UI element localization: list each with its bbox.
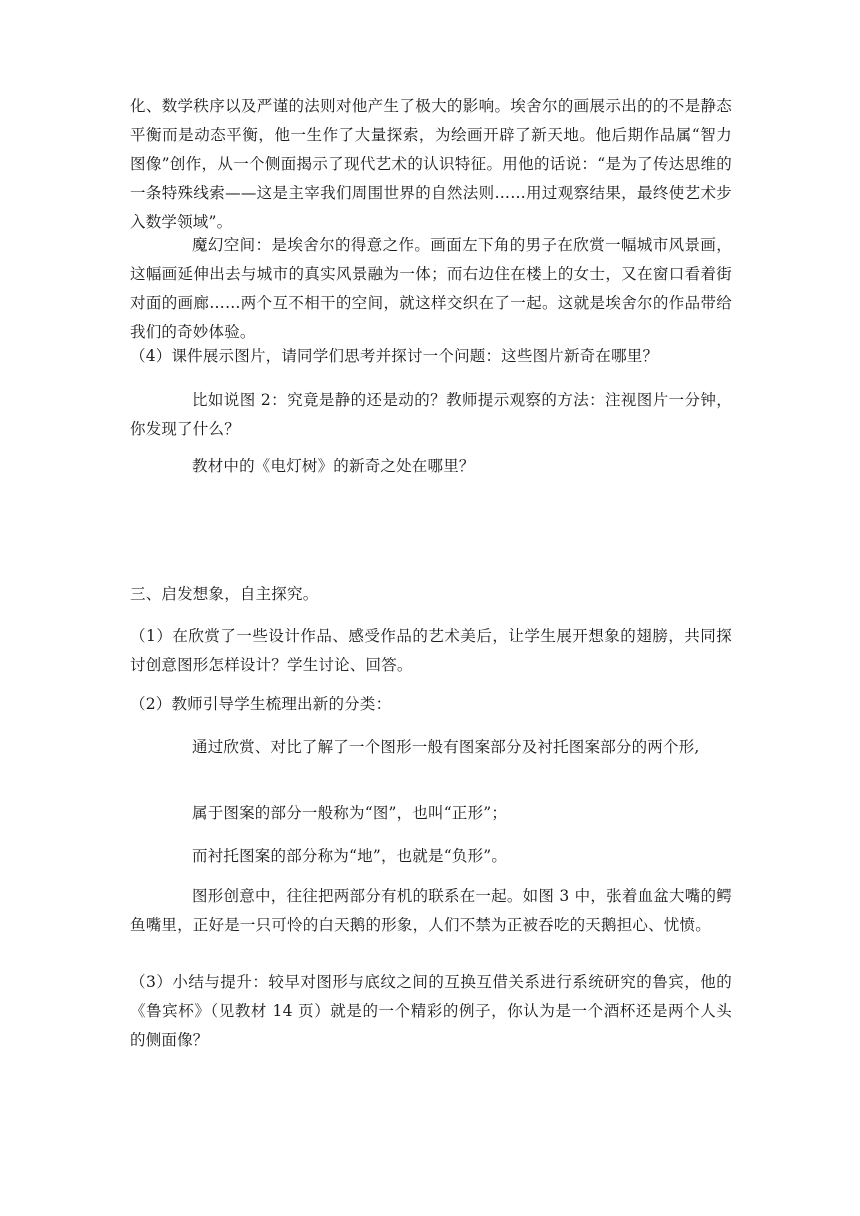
paragraph-figure-3: 图形创意中，往往把两部分有机的联系在一起。如图 3 中，张着血盆大嘴的鳄鱼嘴里，正好是一只可怜的白天鹅的形象，人们不禁为正被吞吃的天鹅担心、忧愤。 (130, 887, 732, 934)
paragraph-positive-shape: 属于图案的部分一般称为“图”，也叫“正形”； (192, 804, 508, 822)
paragraph-step-3: （3）小结与提升：较早对图形与底纹之间的互换互借关系进行系统研究的鲁宾，他的《鲁宾杯》（见教材 14 页）就是的一个精彩的例子，你认为是一个酒杯还是两个人头的侧面像？ (130, 973, 732, 1049)
paragraph-negative-shape: 而衬托图案的部分称为“地”，也就是“负形”。 (192, 847, 508, 865)
paragraph-escher-influence: 化、数学秩序以及严谨的法则对他产生了极大的影响。埃舍尔的画展示出的的不是静态平衡而是动态平衡，他一生作了大量探索，为绘画开辟了新天地。他后期作品属“智力图像”创作，从一个侧面揭示了现代艺术的认识特征。用他的话说：“是为了传达思维的一条特殊线索——这是主宰我们周围世界的自然法则……用过观察结果，最终使艺术步入数学领域”。 (130, 97, 732, 231)
paragraph-lamp-tree: 教材中的《电灯树》的新奇之处在哪里？ (192, 457, 475, 475)
paragraph-figure-2: 比如说图 2：究竟是静的还是动的？教师提示观察的方法：注视图片一分钟，你发现了什么？ (130, 391, 732, 438)
paragraph-step-1: （1）在欣赏了一些设计作品、感受作品的艺术美后，让学生展开想象的翅膀，共同探讨创意图形怎样设计？学生讨论、回答。 (130, 627, 732, 674)
paragraph-magic-space: 魔幻空间：是埃舍尔的得意之作。画面左下角的男子在欣赏一幅城市风景画，这幅画延伸出去与城市的真实风景融为一体；而右边住在楼上的女士，又在窗口看着街对面的画廊……两个互不相干的空间，就这样交织在了一起。这就是埃舍尔的作品带给我们的奇妙体验。 (130, 236, 732, 341)
paragraph-step-4: （4）课件展示图片，请同学们思考并探讨一个问题：这些图片新奇在哪里？ (130, 347, 659, 365)
section-heading-3: 三、启发想象，自主探究。 (130, 585, 319, 603)
paragraph-step-2: （2）教师引导学生梳理出新的分类： (130, 695, 392, 713)
paragraph-figure-ground: 通过欣赏、对比了解了一个图形一般有图案部分及衬托图案部分的两个形, (192, 738, 700, 756)
